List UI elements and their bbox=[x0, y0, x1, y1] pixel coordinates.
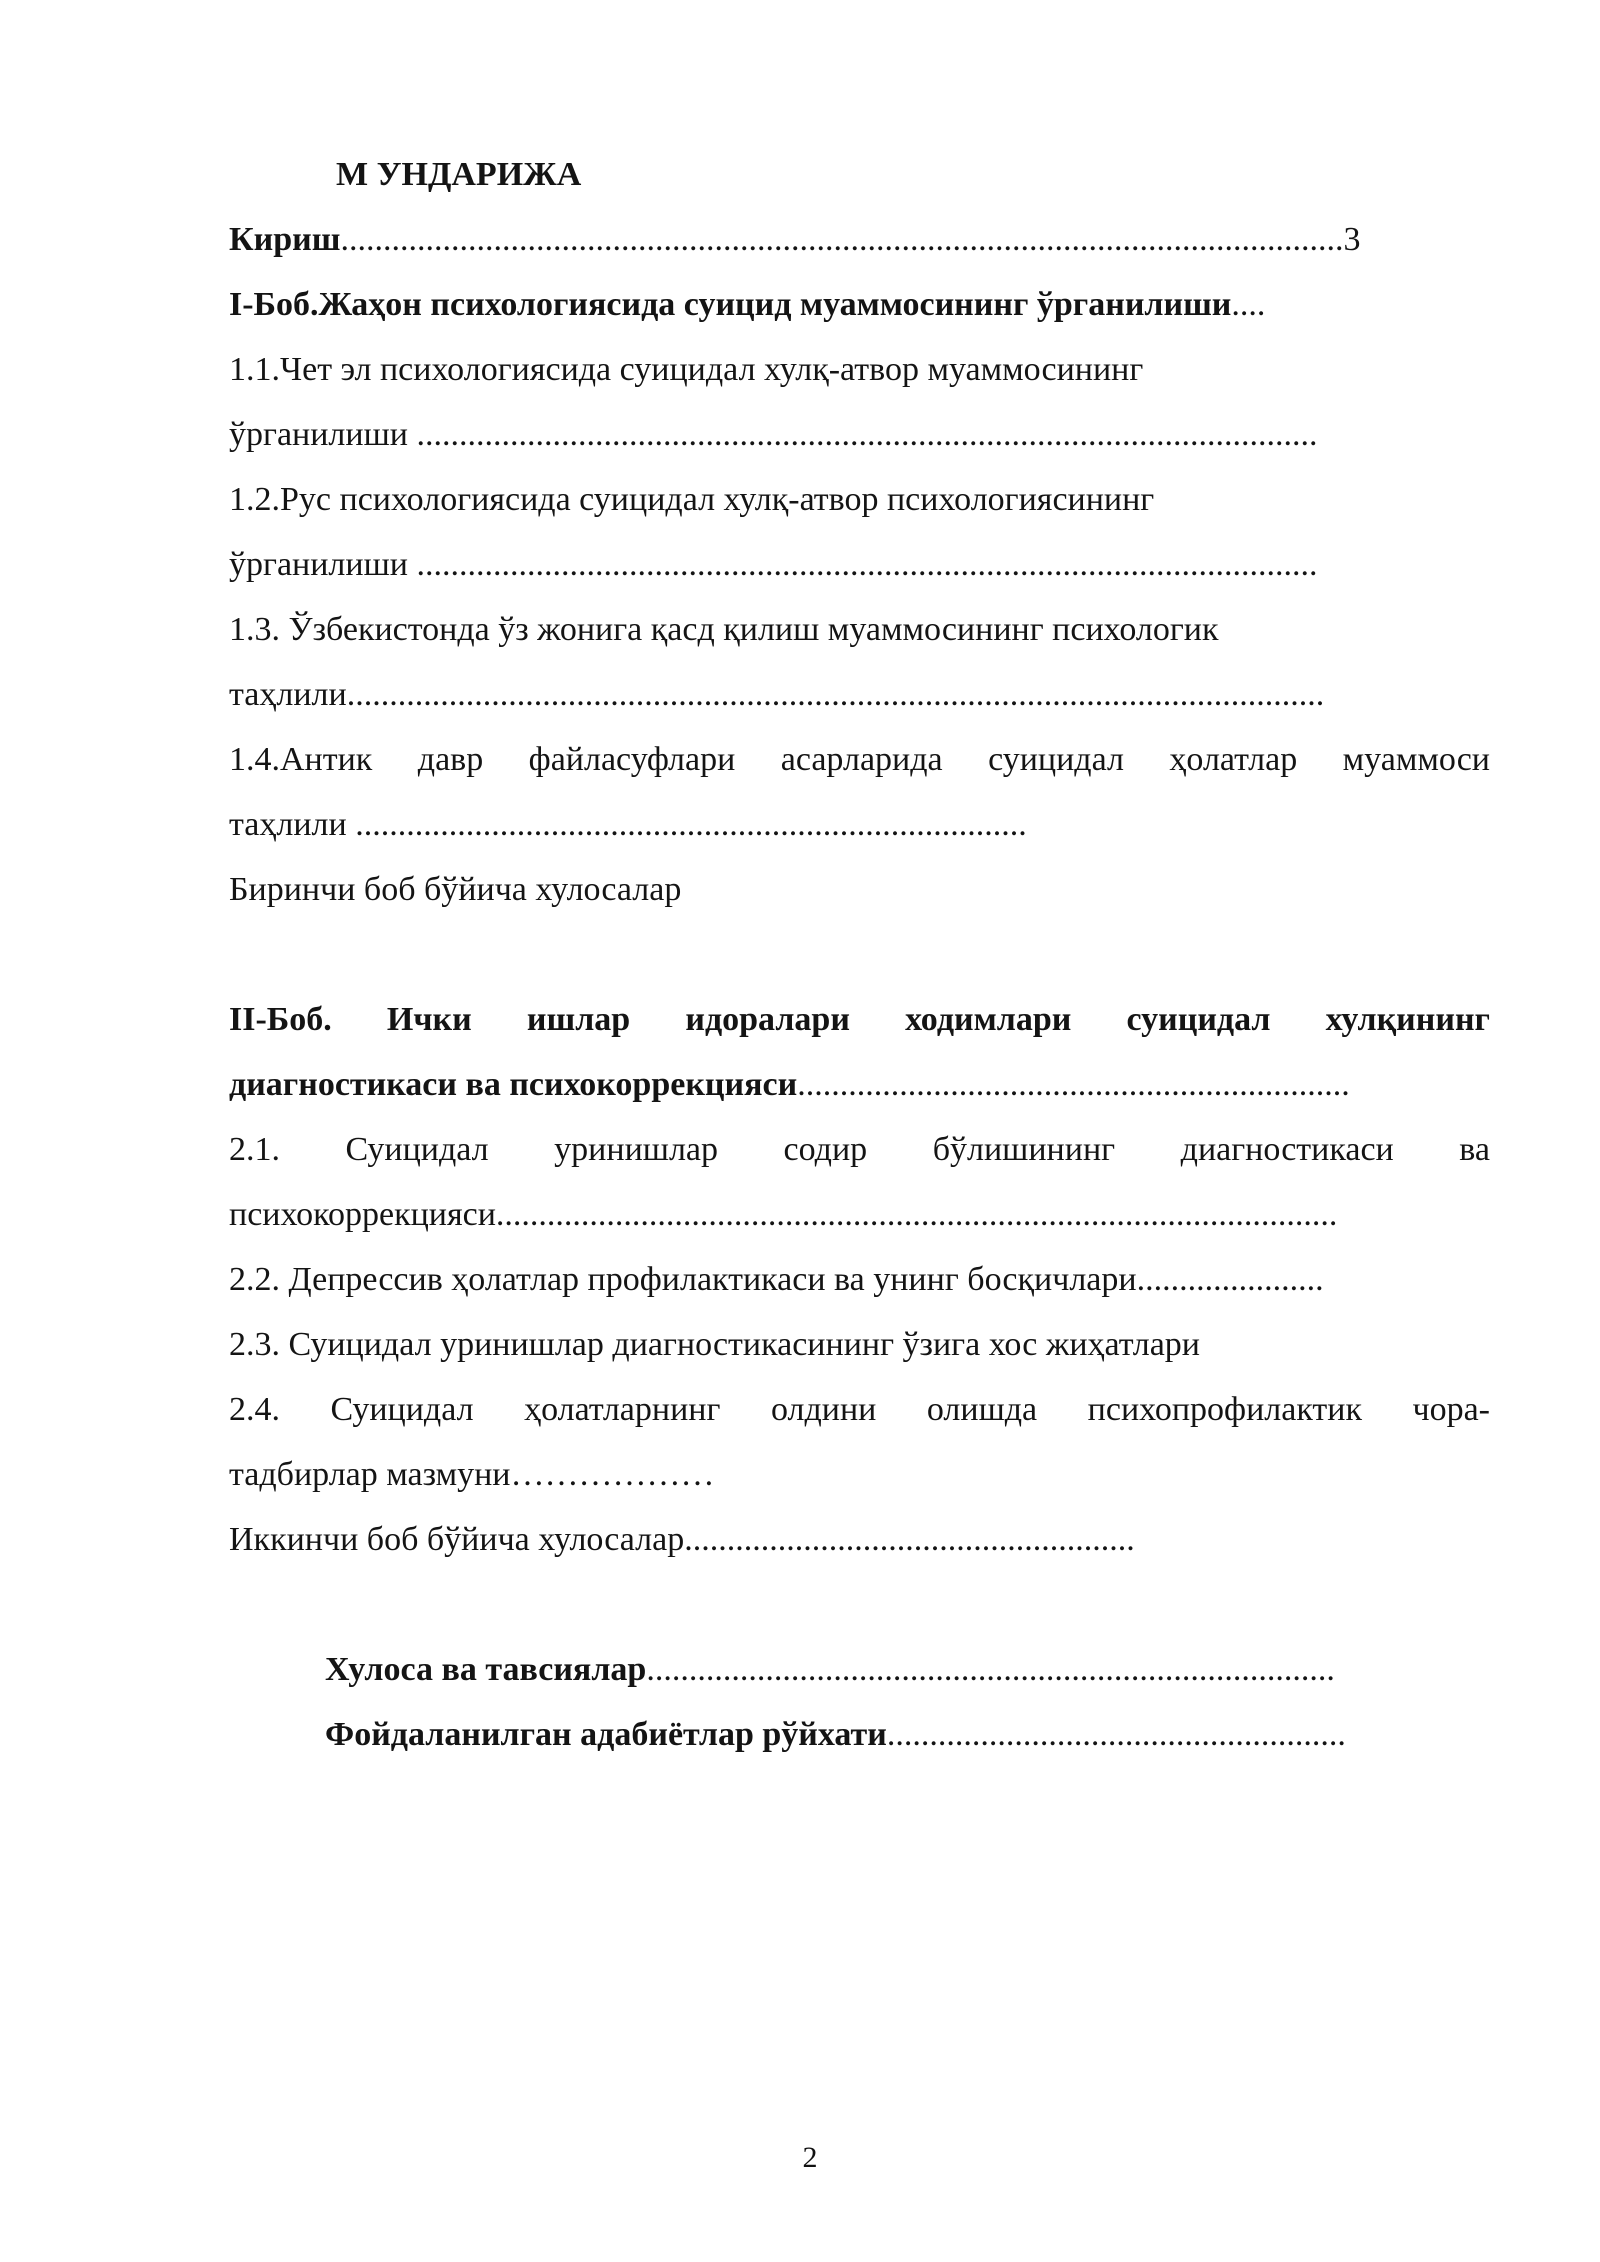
toc-entry-1-2-line-2: ўрганилиши .......................................................................................................... bbox=[229, 546, 1318, 583]
toc-entry-2-3: 2.3. Суицидал уринишлар диагностикасининг ўзига хос жиҳатлари bbox=[229, 1326, 1200, 1363]
toc-entry-1-1-line-2: ўрганилиши .......................................................................................................... bbox=[229, 416, 1318, 453]
toc-entry-1-2-line-1: 1.2.Рус психологиясида суицидал хулқ-атвор психологиясининг bbox=[229, 481, 1155, 518]
toc-entry-1-3-line-2: таҳлили................................................................................................................... bbox=[229, 676, 1325, 713]
toc-chapter-2-conclusion: Иккинчи боб бўйича хулосалар..................................................... bbox=[229, 1521, 1135, 1558]
toc-entry-2-4-line-2: тадбирлар мазмуни……………… bbox=[229, 1456, 715, 1493]
toc-entry-chapter-2-line-2 bbox=[229, 1065, 1350, 1105]
toc-intro-label: Кириш bbox=[229, 221, 341, 258]
toc-title: М УНДАРИЖА bbox=[336, 156, 582, 193]
toc-entry-2-1-line-1: 2.1. Суицидал уринишлар содир бўлишининг диагностикаси ва bbox=[229, 1131, 1490, 1168]
toc-chapter-1-label: I-Боб.Жаҳон психологиясида суицид муаммосининг ўрганилиши bbox=[229, 286, 1232, 323]
toc-entry-chapter-2-line-1: II-Боб. Ички ишлар идоралари ходимлари суицидал хулқининг bbox=[229, 1001, 1490, 1038]
toc-references-label: Фойдаланилган адабиётлар рўйхати bbox=[325, 1716, 887, 1753]
page-number: 2 bbox=[802, 2141, 818, 2174]
toc-chapter-1-conclusion: Биринчи боб бўйича хулосалар bbox=[229, 871, 682, 908]
toc-conclusions-label: Хулоса ва тавсиялар bbox=[325, 1651, 647, 1688]
toc-entry-references bbox=[325, 1715, 1346, 1755]
toc-entry-2-2: 2.2. Депрессив ҳолатлар профилактикаси ва унинг босқичлари...................... bbox=[229, 1261, 1324, 1298]
toc-entry-conclusions bbox=[325, 1650, 1335, 1690]
toc-entry-1-1-line-1: 1.1.Чет эл психологиясида суицидал хулқ-атвор муаммосининг bbox=[229, 351, 1144, 388]
toc-chapter-2-dots: ................................................................. bbox=[797, 1066, 1350, 1103]
toc-chapter-2-label: диагностикаси ва психокоррекцияси bbox=[229, 1066, 798, 1103]
toc-entry-1-4-line-1: 1.4.Антик давр файласуфлари асарларида суицидал ҳолатлар муаммоси bbox=[229, 741, 1490, 778]
toc-entry-2-4-line-1: 2.4. Суицидал ҳолатларнинг олдини олишда психопрофилактик чора- bbox=[229, 1391, 1490, 1428]
toc-conclusions-dots: ................................................................................. bbox=[646, 1651, 1335, 1688]
toc-entry-1-4-line-2: таҳлили ............................................................................... bbox=[229, 806, 1027, 843]
toc-references-dots: ...................................................... bbox=[886, 1716, 1346, 1753]
toc-entry-chapter-1 bbox=[229, 285, 1265, 325]
toc-chapter-1-dots: .... bbox=[1231, 286, 1266, 323]
toc-intro-dots: ......................................................................................................................3 bbox=[340, 221, 1361, 258]
toc-entry-2-1-line-2: психокоррекцияси................................................................................................... bbox=[229, 1196, 1338, 1233]
toc-entry-1-3-line-1: 1.3. Ўзбекистонда ўз жонига қасд қилиш муаммосининг психологик bbox=[229, 611, 1219, 648]
toc-entry-intro bbox=[229, 220, 1360, 260]
